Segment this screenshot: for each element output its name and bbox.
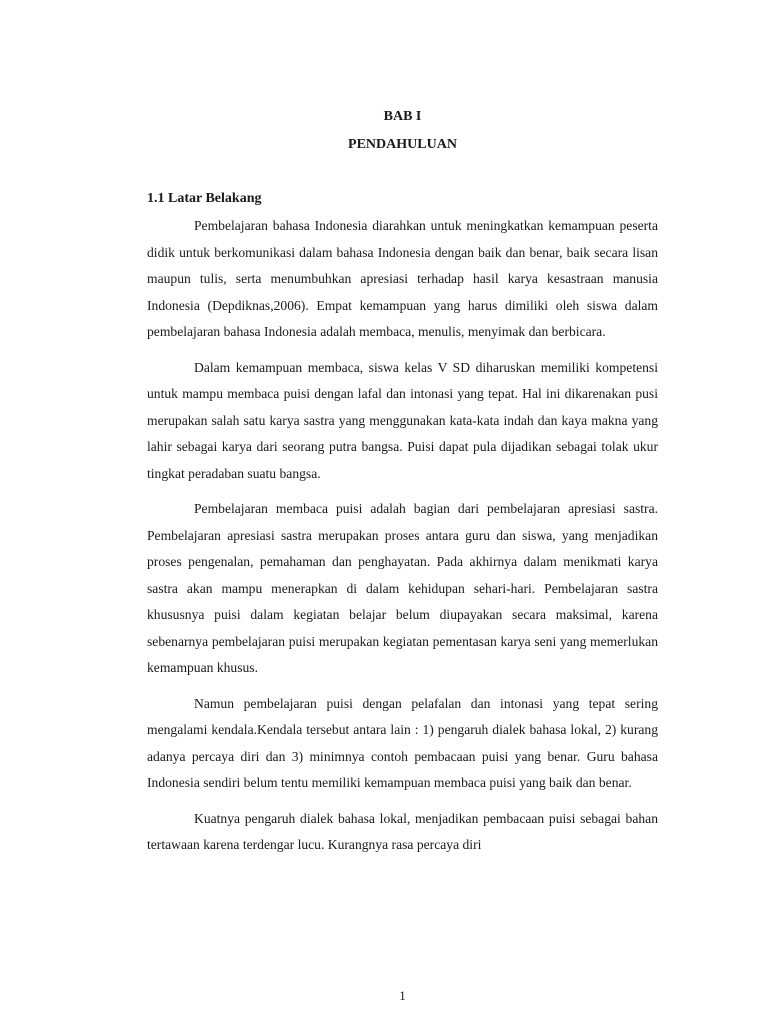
- paragraph: Pembelajaran bahasa Indonesia diarahkan untuk meningkatkan kemampuan peserta didik untuk berkomunikasi dalam bahasa Indonesia dengan baik dan benar, baik secara lisan maupun tulis, serta menumbuhkan apresiasi terhadap hasil karya kesastraan manusia Indonesia (Depdiknas,2006). Empat kemampuan yang harus dimiliki oleh siswa dalam pembelajaran bahasa Indonesia adalah membaca, menulis, menyimak dan berbicara.: [147, 218, 658, 339]
- paragraph: Pembelajaran membaca puisi adalah bagian dari pembelajaran apresiasi sastra. Pembelajaran apresiasi sastra merupakan proses antara guru dan siswa, yang menjadikan proses pengenalan, pemahaman dan penghayatan. Pada akhirnya dalam menikmati karya sastra akan mampu menerapkan di dalam kehidupan sehari-hari. Pembelajaran sastra khususnya puisi dalam kegiatan belajar belum diupayakan secara maksimal, karena sebenarnya pembelajaran puisi merupakan kegiatan pementasan karya seni yang memerlukan kemampuan khusus.: [147, 501, 658, 675]
- paragraph: Namun pembelajaran puisi dengan pelafalan dan intonasi yang tepat sering mengalami kendala.Kendala tersebut antara lain : 1) pengaruh dialek bahasa lokal, 2) kurang adanya percaya diri dan 3) minimnya contoh pembacaan puisi yang benar. Guru bahasa Indonesia sendiri belum tentu memiliki kemampuan membaca puisi yang baik dan benar.: [147, 695, 658, 790]
- chapter-title: PENDAHULUAN: [348, 137, 457, 152]
- document-page: [147, 0, 658, 1024]
- paragraph: Kuatnya pengaruh dialek bahasa lokal, menjadikan pembacaan puisi sebagai bahan tertawaan karena terdengar lucu. Kurangnya rasa percaya diri: [147, 810, 658, 852]
- body-text: [147, 213, 658, 868]
- section-heading: 1.1 Latar Belakang: [147, 191, 262, 206]
- page-number: 1: [399, 988, 406, 1003]
- paragraph: Dalam kemampuan membaca, siswa kelas V SD diharuskan memiliki kompetensi untuk mampu membaca puisi dengan lafal dan intonasi yang tepat. Hal ini dikarenakan pusi merupakan salah satu karya sastra yang menggunakan kata-kata indah dan kaya makna yang lahir sebagai karya dari seorang putra bangsa. Puisi dapat pula dijadikan sebagai tolak ukur tingkat peradaban suatu bangsa.: [147, 359, 658, 481]
- chapter-number: BAB I: [383, 109, 422, 124]
